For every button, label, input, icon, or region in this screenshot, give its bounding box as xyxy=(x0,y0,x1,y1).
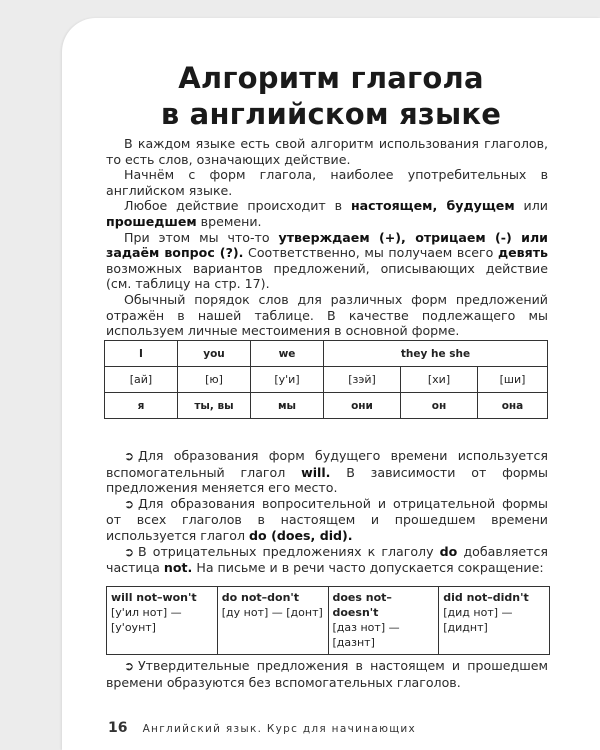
table-row xyxy=(105,341,548,367)
text-span: Соответственно, мы получаем всего xyxy=(243,245,498,261)
cell-transcription: [дид нот] — xyxy=(443,606,513,619)
bullet-section xyxy=(106,448,548,576)
text-span: Для образования вопросительной и отрицательной формы от всех глаголов в настоящем и прошедшем времени используется глагол xyxy=(106,495,548,543)
arrow-circle-icon: ➲ xyxy=(124,544,135,559)
text-span: добавляется частица xyxy=(106,543,548,576)
table-cell: [ю] xyxy=(178,367,251,393)
cell-transcription: [ду нот] — [донт] xyxy=(221,606,323,619)
bold-span: девять xyxy=(497,245,548,261)
page-number: 16 xyxy=(108,720,128,736)
title-line-2: в английском языке xyxy=(160,97,502,131)
text-span: Любое действие происходит в xyxy=(124,198,351,214)
closing-section xyxy=(106,658,548,690)
table-cell: я xyxy=(105,393,178,419)
bold-span: настоящем, будущем xyxy=(350,198,515,214)
table-row xyxy=(105,367,548,393)
cell-heading: did not–didn't xyxy=(443,591,529,604)
page-title xyxy=(62,60,600,132)
text-span: В отрицательных предложениях к глаголу xyxy=(138,543,440,559)
table-cell: [хи] xyxy=(401,367,478,393)
table-cell: [ай] xyxy=(105,367,178,393)
negation-table xyxy=(106,586,550,655)
cell-transcription: [у'оунт] xyxy=(111,621,156,634)
table-cell: ты, вы xyxy=(178,393,251,419)
table-cell xyxy=(217,587,328,655)
bullet-item-2 xyxy=(106,496,548,544)
text-span: возможных вариантов предложений, описывающих действие (см. таблицу на стр. 17). xyxy=(106,260,548,292)
book-title: Английский язык. Курс для начинающих xyxy=(142,723,417,735)
table-cell: [зэй] xyxy=(324,367,401,393)
bold-span: do (does, did). xyxy=(249,527,353,543)
table-cell: we xyxy=(251,341,324,367)
bold-span: прошедшем xyxy=(106,213,197,229)
text-span: В зависимости от формы предложения меняется его место. xyxy=(106,464,548,496)
page-footer xyxy=(108,717,416,736)
intro-paragraph-1: В каждом языке есть свой алгоритм использования глаголов, то есть слов, означающих действие. xyxy=(106,136,548,167)
table-cell: он xyxy=(401,393,478,419)
table-cell: I xyxy=(105,341,178,367)
bold-span: do xyxy=(439,543,458,559)
bold-span: утверждаем (+), отрицаем (-) или задаём вопрос (?). xyxy=(106,229,548,261)
cell-transcription: [дазнт] xyxy=(332,636,375,649)
arrow-circle-icon: ➲ xyxy=(124,449,135,463)
text-span: На письме и в речи часто допускается сокращение: xyxy=(192,560,544,576)
arrow-circle-icon: ➲ xyxy=(124,496,135,511)
arrow-circle-icon: ➲ xyxy=(124,659,135,673)
text-span: или xyxy=(514,198,548,214)
bold-span: will. xyxy=(301,464,331,480)
title-line-1: Алгоритм глагола xyxy=(178,61,484,95)
bold-span: not. xyxy=(163,560,193,576)
text-span: При этом мы что-то xyxy=(124,229,279,245)
cell-heading: will not–won't xyxy=(111,591,197,604)
bullet-item-3 xyxy=(106,544,548,576)
intro-paragraph-5: Обычный порядок слов для различных форм предложений отражён в нашей таблице. В качестве подлежащего мы используем личные местоимения в основной форме. xyxy=(106,291,548,339)
table-cell xyxy=(107,587,218,655)
table-cell xyxy=(328,587,439,655)
table-cell: она xyxy=(478,393,548,419)
table-cell: мы xyxy=(251,393,324,419)
book-page xyxy=(62,18,600,750)
cell-heading: do not–don't xyxy=(221,591,300,604)
table-cell: they he she xyxy=(324,341,548,367)
intro-paragraph-4 xyxy=(106,230,548,292)
cell-transcription: [у'ил нот] — xyxy=(111,606,182,619)
text-span: Для образования форм будущего времени используется вспомогательный глагол xyxy=(106,448,548,480)
text-span: Утвердительные предложения в настоящем и прошедшем времени образуются без вспомогательных глаголов. xyxy=(106,658,548,690)
closing-paragraph xyxy=(106,658,548,690)
intro-paragraph-2: Начнём с форм глагола, наиболее употребительных в английском языке. xyxy=(106,167,548,198)
table-cell: [у'и] xyxy=(251,367,324,393)
bullet-item-1 xyxy=(106,448,548,496)
table-row xyxy=(105,393,548,419)
table-cell: [ши] xyxy=(478,367,548,393)
intro-section xyxy=(106,136,548,339)
cell-transcription: [диднт] xyxy=(443,621,488,634)
table-row xyxy=(107,587,550,655)
table-cell: you xyxy=(178,341,251,367)
text-span: времени. xyxy=(196,213,262,229)
table-cell xyxy=(439,587,550,655)
table-cell: они xyxy=(324,393,401,419)
intro-paragraph-3 xyxy=(106,198,548,229)
cell-heading: does not–doesn't xyxy=(332,591,392,619)
pronoun-table xyxy=(104,340,548,419)
cell-transcription: [даз нот] — xyxy=(332,621,400,634)
